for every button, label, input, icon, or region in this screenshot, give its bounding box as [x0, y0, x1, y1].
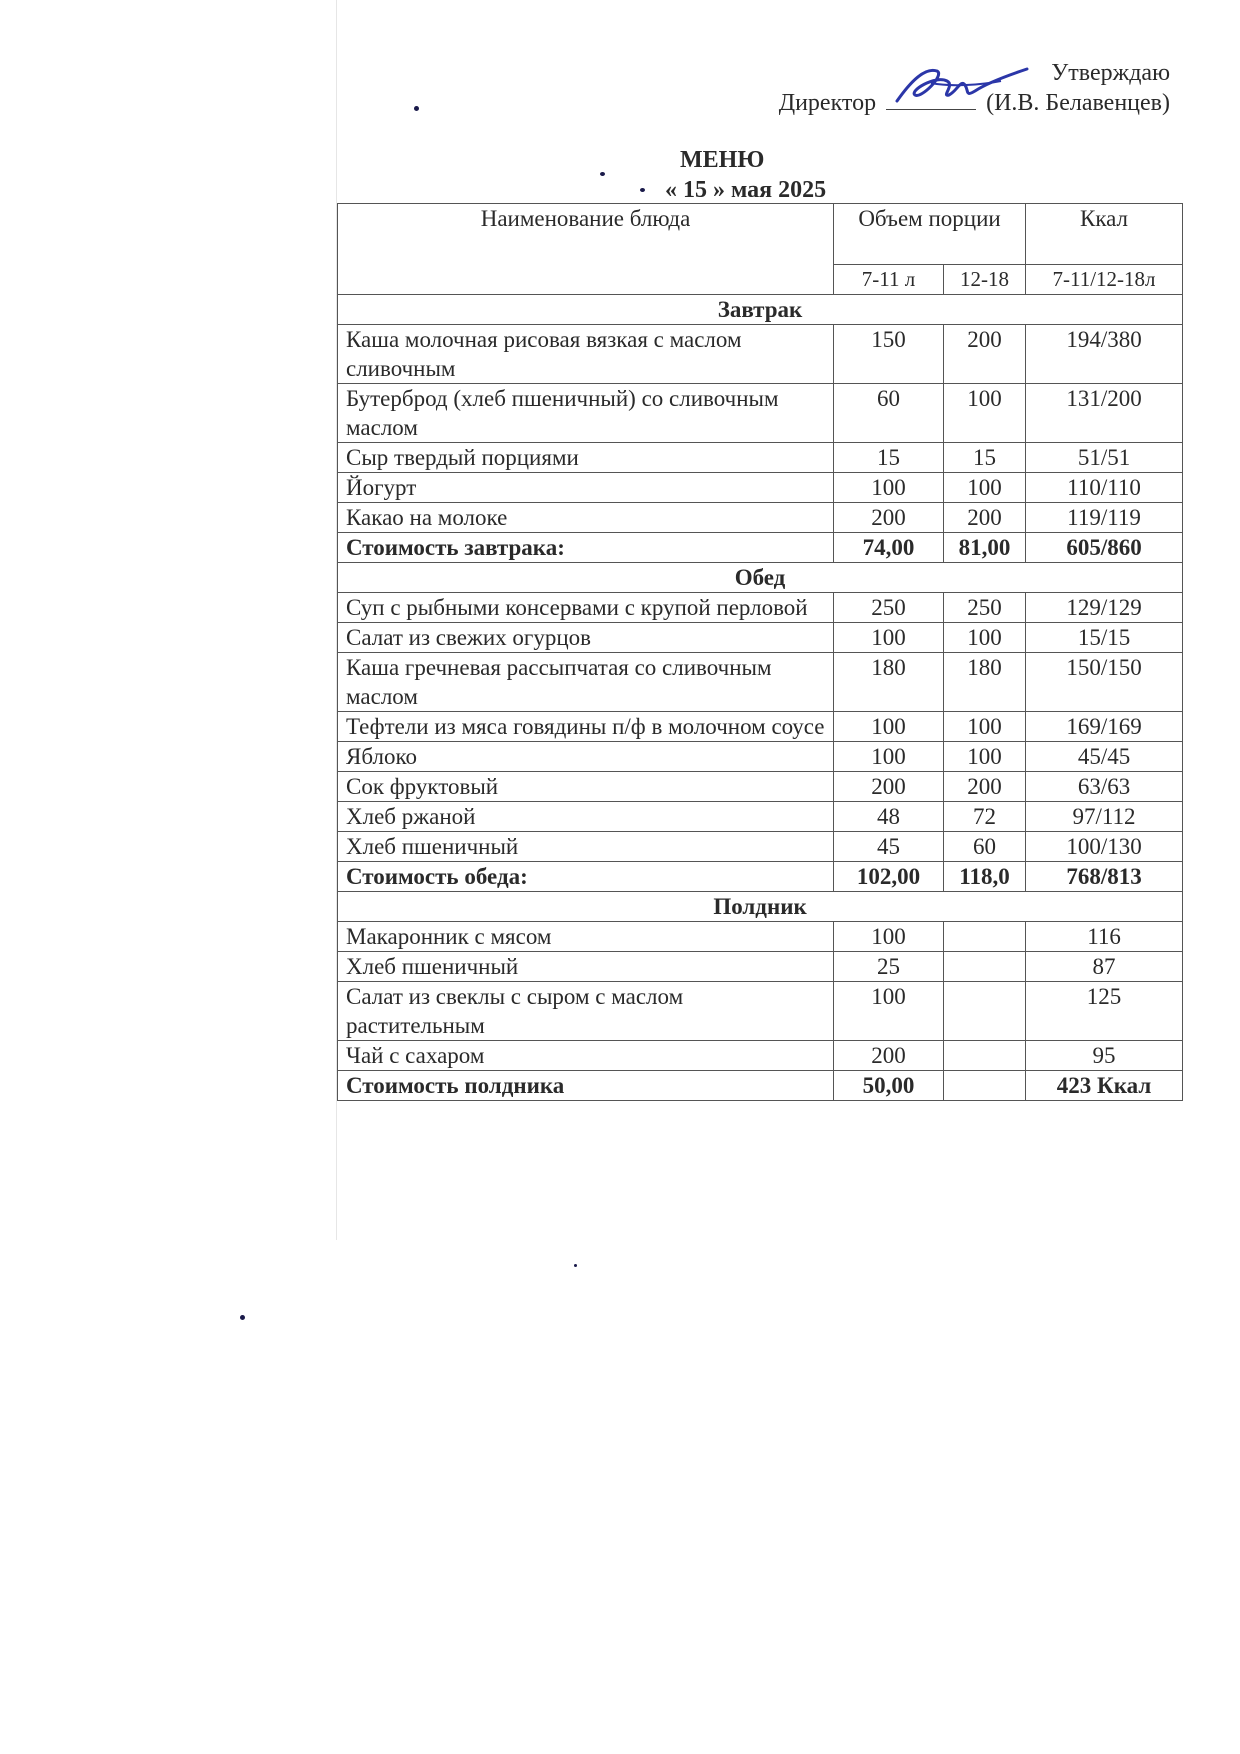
portion-7-11: 60 — [834, 384, 944, 443]
total-label: Стоимость обеда: — [338, 862, 834, 892]
portion-7-11: 150 — [834, 325, 944, 384]
portion-7-11: 100 — [834, 712, 944, 742]
portion-7-11: 200 — [834, 772, 944, 802]
total-row — [338, 862, 1183, 892]
total-cost-12-18 — [944, 1071, 1026, 1101]
table-row — [338, 384, 1183, 443]
total-cost-12-18: 81,00 — [944, 533, 1026, 563]
dish-name: Суп с рыбными консервами с крупой перловой — [338, 593, 834, 623]
kcal-value: 116 — [1026, 922, 1183, 952]
dish-name: Хлеб ржаной — [338, 802, 834, 832]
table-row — [338, 503, 1183, 533]
portion-7-11: 45 — [834, 832, 944, 862]
portion-7-11: 100 — [834, 473, 944, 503]
kcal-value: 131/200 — [1026, 384, 1183, 443]
portion-7-11: 250 — [834, 593, 944, 623]
col-age1-header: 7-11 л — [834, 265, 944, 295]
table-row — [338, 473, 1183, 503]
kcal-value: 87 — [1026, 952, 1183, 982]
kcal-value: 45/45 — [1026, 742, 1183, 772]
col-kcal-header: Ккал — [1026, 204, 1183, 265]
table-row — [338, 593, 1183, 623]
col-name-header: Наименование блюда — [338, 204, 834, 295]
dish-name: Бутерброд (хлеб пшеничный) со сливочным маслом — [338, 384, 834, 443]
total-label: Стоимость полдника — [338, 1071, 834, 1101]
kcal-value: 119/119 — [1026, 503, 1183, 533]
dish-name: Хлеб пшеничный — [338, 832, 834, 862]
total-kcal: 605/860 — [1026, 533, 1183, 563]
kcal-value: 169/169 — [1026, 712, 1183, 742]
portion-12-18: 15 — [944, 443, 1026, 473]
section-title: Обед — [338, 563, 1183, 593]
dish-name: Яблоко — [338, 742, 834, 772]
director-name: (И.В. Белавенцев) — [986, 90, 1170, 116]
menu-date: « 15 » мая 2025 — [665, 177, 827, 203]
dish-name: Салат из свеклы с сыром с маслом растительным — [338, 982, 834, 1041]
section-row — [338, 295, 1183, 325]
kcal-value: 95 — [1026, 1041, 1183, 1071]
table-row — [338, 325, 1183, 384]
dish-name: Сок фруктовый — [338, 772, 834, 802]
table-row — [338, 443, 1183, 473]
dish-name: Чай с сахаром — [338, 1041, 834, 1071]
portion-12-18: 200 — [944, 503, 1026, 533]
table-row — [338, 802, 1183, 832]
kcal-value: 51/51 — [1026, 443, 1183, 473]
portion-12-18: 200 — [944, 325, 1026, 384]
table-row — [338, 653, 1183, 712]
total-kcal: 423 Ккал — [1026, 1071, 1183, 1101]
portion-12-18 — [944, 982, 1026, 1041]
portion-7-11: 180 — [834, 653, 944, 712]
portion-7-11: 48 — [834, 802, 944, 832]
kcal-value: 150/150 — [1026, 653, 1183, 712]
portion-7-11: 100 — [834, 623, 944, 653]
col-kcal-ages-header: 7-11/12-18л — [1026, 265, 1183, 295]
dish-name: Хлеб пшеничный — [338, 952, 834, 982]
dish-name: Макаронник с мясом — [338, 922, 834, 952]
section-title: Полдник — [338, 892, 1183, 922]
menu-table-body — [338, 204, 1183, 1101]
director-line — [779, 90, 1170, 117]
portion-7-11: 25 — [834, 952, 944, 982]
table-row — [338, 832, 1183, 862]
table-row — [338, 623, 1183, 653]
portion-7-11: 100 — [834, 742, 944, 772]
table-row — [338, 952, 1183, 982]
dish-name: Каша гречневая рассыпчатая со сливочным маслом — [338, 653, 834, 712]
table-row — [338, 922, 1183, 952]
kcal-value: 15/15 — [1026, 623, 1183, 653]
portion-7-11: 200 — [834, 1041, 944, 1071]
portion-12-18: 100 — [944, 473, 1026, 503]
portion-12-18 — [944, 952, 1026, 982]
kcal-value: 100/130 — [1026, 832, 1183, 862]
total-row — [338, 1071, 1183, 1101]
table-row — [338, 742, 1183, 772]
portion-7-11: 100 — [834, 982, 944, 1041]
dish-name: Какао на молоке — [338, 503, 834, 533]
portion-7-11: 200 — [834, 503, 944, 533]
approve-label: Утверждаю — [1051, 60, 1170, 86]
signature-icon — [891, 61, 1031, 111]
menu-table — [337, 203, 1183, 1101]
portion-7-11: 15 — [834, 443, 944, 473]
total-cost-7-11: 50,00 — [834, 1071, 944, 1101]
portion-7-11: 100 — [834, 922, 944, 952]
total-label: Стоимость завтрака: — [338, 533, 834, 563]
dish-name: Каша молочная рисовая вязкая с маслом сливочным — [338, 325, 834, 384]
kcal-value: 129/129 — [1026, 593, 1183, 623]
section-title: Завтрак — [338, 295, 1183, 325]
section-row — [338, 892, 1183, 922]
total-cost-7-11: 74,00 — [834, 533, 944, 563]
scan-dot — [640, 188, 645, 192]
kcal-value: 125 — [1026, 982, 1183, 1041]
table-row — [338, 982, 1183, 1041]
kcal-value: 63/63 — [1026, 772, 1183, 802]
director-label: Директор — [778, 90, 877, 116]
table-row — [338, 772, 1183, 802]
portion-12-18: 60 — [944, 832, 1026, 862]
section-row — [338, 563, 1183, 593]
total-kcal: 768/813 — [1026, 862, 1183, 892]
dish-name: Салат из свежих огурцов — [338, 623, 834, 653]
total-cost-12-18: 118,0 — [944, 862, 1026, 892]
total-row — [338, 533, 1183, 563]
portion-12-18: 180 — [944, 653, 1026, 712]
kcal-value: 97/112 — [1026, 802, 1183, 832]
portion-12-18: 100 — [944, 384, 1026, 443]
scan-dot — [600, 172, 605, 176]
dish-name: Йогурт — [338, 473, 834, 503]
portion-12-18: 100 — [944, 742, 1026, 772]
scan-dot — [240, 1315, 245, 1320]
page-title: МЕНЮ — [680, 147, 765, 173]
portion-12-18 — [944, 922, 1026, 952]
kcal-value: 110/110 — [1026, 473, 1183, 503]
portion-12-18 — [944, 1041, 1026, 1071]
col-portion-header: Объем порции — [834, 204, 1026, 265]
portion-12-18: 100 — [944, 623, 1026, 653]
dish-name: Сыр твердый порциями — [338, 443, 834, 473]
col-age2-header: 12-18 — [944, 265, 1026, 295]
table-row — [338, 1041, 1183, 1071]
table-header-row — [338, 204, 1183, 265]
portion-12-18: 72 — [944, 802, 1026, 832]
signature-line — [886, 91, 976, 110]
total-cost-7-11: 102,00 — [834, 862, 944, 892]
portion-12-18: 200 — [944, 772, 1026, 802]
portion-12-18: 250 — [944, 593, 1026, 623]
kcal-value: 194/380 — [1026, 325, 1183, 384]
dish-name: Тефтели из мяса говядины п/ф в молочном соусе — [338, 712, 834, 742]
scan-dot — [574, 1264, 577, 1267]
scan-dot — [414, 106, 419, 111]
table-row — [338, 712, 1183, 742]
portion-12-18: 100 — [944, 712, 1026, 742]
